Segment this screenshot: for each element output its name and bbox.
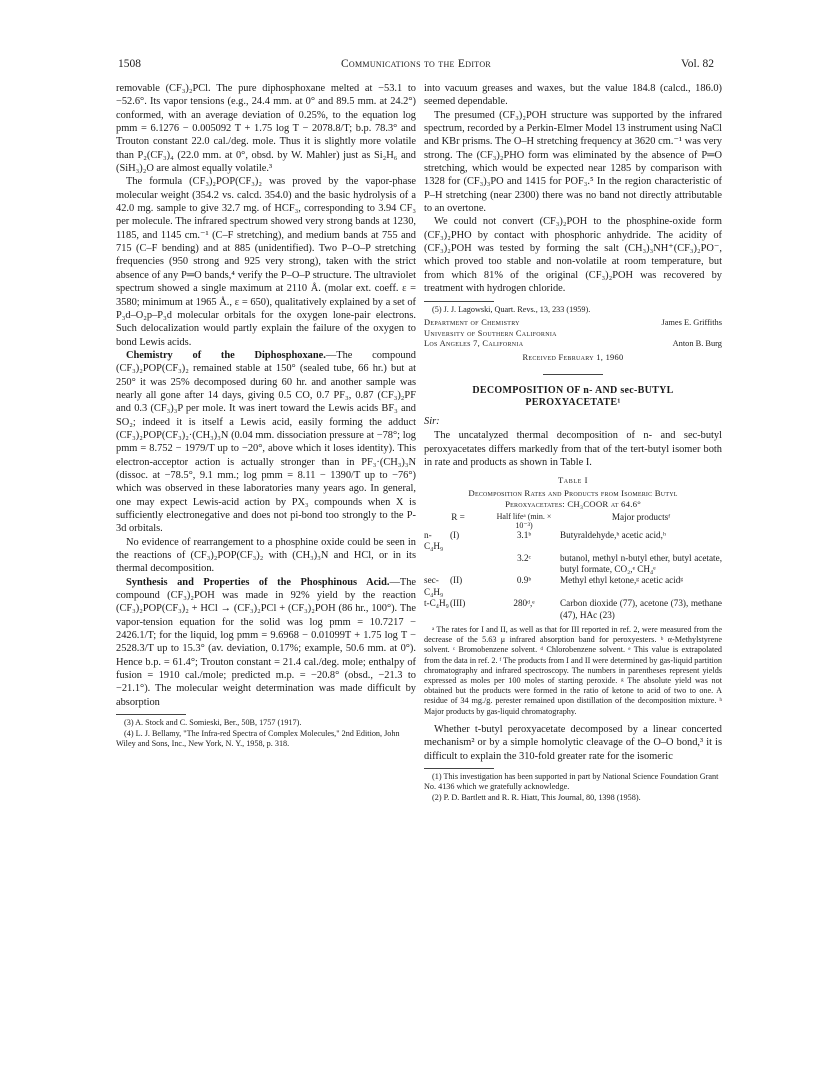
author-address-line: [424, 339, 722, 350]
volume-label: Vol. 82: [680, 58, 714, 70]
table-cell-r: [424, 553, 450, 576]
footnote: (5) J. J. Lagowski, Quart. Revs., 13, 233 (1959).: [432, 304, 591, 314]
paragraph: We could not convert (CF₃)₂POH to the phosphine-oxide form (CF₃)₂PHO by contact with phosphoric anhydride. The acidity of (CF₃)₂POH was tested by forming the salt (CH₃)₃NH⁺(CF₃)₂PO⁻, which proved too stable and non-volatile at room temperature, but from which 81% of the original (CF₃)₂POH was recovered by treatment with hydrogen chloride.: [424, 216, 722, 295]
table-header-row: [424, 512, 722, 530]
table-caption: Table I: [557, 475, 589, 486]
table-header-r: R =: [451, 511, 465, 522]
table-cell-num: (II): [450, 575, 463, 586]
table-row: [424, 530, 722, 553]
table-cell-products: Carbon dioxide (77), acetone (73), methane (47), HAc (23): [560, 598, 722, 620]
journal-section: Communications to the Editor: [340, 58, 492, 70]
table-cell-num: (I): [450, 529, 460, 540]
paragraph: No evidence of rearrangement to a phosphine oxide could be seen in the reactions of (CF₃)₂POP(CF₃)₂ with (CH₃)₃N and HCl, or in its thermal decomposition.: [116, 536, 416, 575]
article-title: DECOMPOSITION OF n- AND sec-BUTYL PEROXYACETATE¹: [472, 385, 674, 409]
paragraph: into vacuum greases and waxes, but the value 184.8 (calcd., 186.0) seemed dependable.: [424, 83, 722, 108]
table-cell-products: butanol, methyl n-butyl ether, butyl acetate, butyl formate, CO₂,ᵉ CH₄ᵉ: [560, 552, 722, 574]
footnote: (3) A. Stock and C. Somieski, Ber., 50B, 1757 (1917).: [124, 718, 302, 728]
table-cell-r: t-C₄H₉: [424, 598, 449, 609]
table-header-halflife: Half lifeᵃ (min. × 10⁻³): [496, 511, 552, 530]
salutation: Sir:: [424, 416, 440, 428]
table-cell-num: [450, 553, 492, 576]
paragraph: [116, 576, 416, 709]
running-header: [118, 58, 714, 74]
article-divider: [543, 374, 603, 375]
table-cell-products: Methyl ethyl ketone,ᵍ acetic acidᵍ: [560, 575, 684, 586]
footnote-rule: [424, 301, 494, 302]
table-cell-r: sec-C₄H₉: [424, 575, 444, 597]
table-cell-num: (III): [450, 598, 466, 609]
paragraph-body: —The compound (CF₃)₂POP(CF₃)₂ remained stable at 150° (sealed tube, 66 hr.) but at 250° it was 25% decomposed during 60 hr. and another sample was nearly all gone after 14 days, giving 0.5 CO, 0.7 PF₃, 0.87 (CF₃)₂PF and 0.3 (CF₃)₃P per mole. It was inert toward the Lewis acids BF₃ and SO₂; indeed it is itself a Lewis acid, easily forming the adduct (CF₃)₂POP(CF₃)₂·(CH₃)₃N (0.04 mm. dissociation pressure at −78°; log pmm = 8.752 − 1979/T up to −20°, above which it loses identity). This electron-acceptor action is actually stronger than in PF₃·(CH₃)₃N (dissoc. at −78.5°, 9.1 mm.; log pmm = 8.11 − 1390/T up to −76°) which was observed in these laboratories many years ago. In general, one may expect Lewis-acid action by PX₃ compounds when X is sufficiently electronegative and does not pi-bond too strongly to the P-3d orbitals.: [116, 349, 416, 535]
received-date: Received February 1, 1960: [522, 352, 624, 362]
author-name: James E. Griffiths: [661, 317, 722, 327]
department: Department of Chemistry: [424, 317, 520, 327]
paragraph: The formula (CF₃)₂POP(CF₃)₂ was proved by the vapor-phase molecular weight (354.2 vs. calcd. 354.0) and the basic hydrolysis of a 42.0 mg. sample to give 32.7 mg. of HCF₃, corresponding to 3.94 CF₃ per molecule. The infrared spectrum showed very strong bands at 1230, 1185, and 1145 cm.⁻¹ (C–F stretching), and medium bands at 755 and 715 (C–F bending) and at 885 (unidentified). Two P–O–P stretching frequencies (950 strong and 925 very strong), taken with the strict absence of any P═O bands,⁴ verify the P–O–P structure. The ultraviolet spectrum showed a single maximum at 2110 Å. (molar ext. coeff. ε = 3580; minimum at 1965 Å., ε = 650), qualitatively explained by a set of P₃d–O₂p–P₃d molecular orbitals for the oxygen lone-pair electrons. Such delocalization would partly explain the failure of the oxygen to bond Lewis acids.: [116, 176, 416, 348]
paragraph: The presumed (CF₃)₂POH structure was supported by the infrared spectrum, recorded by a Perkin-Elmer Model 13 instrument using NaCl and KBr prisms. The O–H stretching frequency at 3620 cm.⁻¹ was very strong. The (CF₃)₂PHO form was eliminated by the absence of P═O stretching, which would be expected near 1285 by comparison with 1328 for (CF₃)₃PO and 1415 for POF₃.⁵ In the region characteristic of P–H stretching (near 2300) there was no band not directly attributable to an overtone.: [424, 109, 722, 215]
paragraph: The uncatalyzed thermal decomposition of n- and sec-butyl peroxyacetates differs markedly from that of the tert-butyl isomer both in rate and products as shown in Table I.: [424, 430, 722, 469]
footnote-rule: [424, 768, 494, 769]
table-cell-halflife: 3.2ᶜ: [517, 552, 531, 563]
table-description: Peroxyacetates: CH₃COOR at 64.6°: [505, 498, 641, 509]
table-header-products: Major productsᶠ: [611, 511, 671, 522]
paragraph: Whether t-butyl peroxyacetate decomposed by a linear concerted mechanism² or by a simple homolytic cleavage of the O–O bond,³ it is difficult to explain the 310-fold greater rate for the isomeric: [424, 723, 722, 762]
paragraph: [116, 349, 416, 536]
author-address-line: [424, 329, 722, 340]
footnote-rule: [116, 714, 186, 715]
table-footnotes: ᵃ The rates for I and II, as well as that for III reported in ref. 2, were measured from the decrease of the 5.63 μ infrared absorption band for peroxyesters. ᵇ α-Methylstyrene solvent. ᶜ Bromobenzene solvent. ᵈ Chlorobenzene solvent. ᵉ This value is extrapolated from the data in ref. 2. ᶠ The products from I and II were determined by gas-liquid partition chromatography and infrared spectroscopy. The numbers in parentheses represent yields expressed as moles per 100 moles of starting peroxide. ᵍ The absolute yield was not obtained but the products were formed in the ratio of ketone to acid of two to one. A residue of 34 mg./g. perester remained upon distillation of the decomposition mixture. ʰ Major products by gas-liquid chromatography.: [424, 625, 722, 716]
table-row: [424, 598, 722, 621]
table-row: [424, 575, 722, 598]
table-row: [424, 553, 722, 576]
paragraph: removable (CF₃)₂PCl. The pure diphosphoxane melted at −53.1 to −52.6°. Its vapor tensions (e.g., 24.4 mm. at 0° and 89.5 mm. at 24.2°) conformed, with an average deviation of 0.25%, to the equation log pmm = 6.1276 − 0.005092 T + 1.75 log T − 2078.8/T; b.p. 78.3° and Trouton constant 22.0 cal./deg. mole. Thus it is slightly more volatile than P₂(CF₃)₄ (22.0 mm. at 0°, obsd. by W. Mahler) just as Si₂H₆ and (SiH₃)₂O are almost equally volatile.³: [116, 83, 416, 175]
university: University of Southern California: [424, 328, 557, 338]
footnote: (1) This investigation has been supported in part by National Science Foundation Grant No. 4136 which we gratefully acknowledge.: [424, 771, 719, 792]
table-description: Decomposition Rates and Products from Isomeric Butyl: [468, 487, 678, 498]
footnote: (2) P. D. Bartlett and R. R. Hiatt, This Journal, 80, 1398 (1958).: [432, 792, 641, 802]
paragraph-body: —The compound (CF₃)₂POH was made in 92% yield by the reaction (CF₃)₂POP(CF₃)₂ + HCl → (CF₃)₂PCl + (CF₃)₂POH (86 hr., 100°). The vapor-tension equation for the solid was log pmm = 10.7217 − 2426.1/T; for the liquid, log pmm = 9.6968 − 0.01099T + 1.75 log T − 2528.3/T up to 15.3° (av. deviation, 0.17%; example, 50.6 mm. at 0°). Hence b.p. = 61.4°; Trouton constant = 21.4 cal./deg. mole; enthalpy of fusion = 1910 cal./mole; predicted m.p. = −20.8° (obsd., −21.3 to −21.1°). The molecular weight determination was made difficult by absorption: [116, 576, 416, 708]
data-table: [424, 512, 722, 621]
footnote: (4) L. J. Bellamy, "The Infra-red Spectra of Complex Molecules," 2nd Edition, John Wiley and Sons, Inc., New York, N. Y., 1958, p. 318.: [116, 728, 400, 748]
section-heading: Synthesis and Properties of the Phosphinous Acid.: [126, 576, 390, 588]
table-cell-halflife: 3.1ᵇ: [516, 529, 532, 540]
section-heading: Chemistry of the Diphosphoxane.: [126, 349, 326, 361]
table-cell-r: n-C₄H₉: [424, 529, 444, 552]
city: Los Angeles 7, California: [424, 339, 524, 349]
right-column: [424, 82, 722, 803]
page-number: 1508: [118, 58, 141, 70]
table-cell-halflife: 0.9ᵇ: [516, 575, 532, 586]
author-name: Anton B. Burg: [672, 339, 722, 349]
author-address-line: [424, 318, 722, 329]
table-cell-halflife: 280ᵈ,ᵉ: [513, 598, 535, 609]
left-column: [116, 82, 416, 749]
table-cell-products: Butyraldehyde,ʰ acetic acid,ʰ: [560, 529, 666, 540]
